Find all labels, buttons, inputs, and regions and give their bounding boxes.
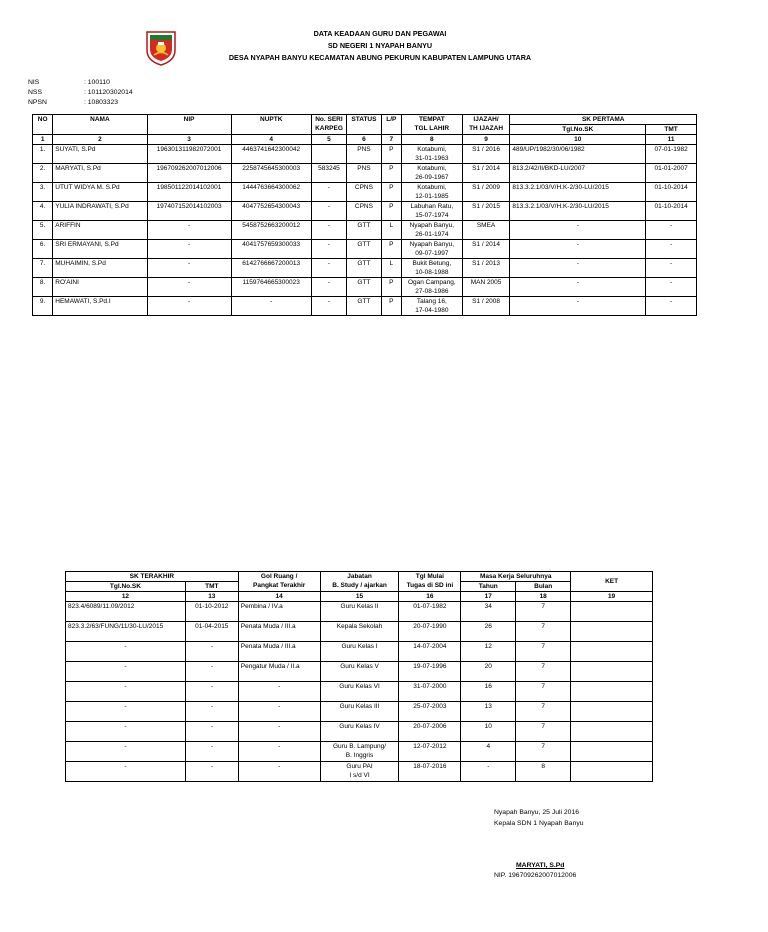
ket-cell: [571, 602, 653, 622]
start-date-cell: 19-07-1996: [399, 662, 461, 682]
ijazah-cell: MAN 2005: [462, 278, 510, 297]
ket-cell: [571, 702, 653, 722]
jabatan-line-2: B. Inggris: [345, 752, 374, 759]
identifier-value: : 101120302014: [84, 89, 133, 96]
karpeg-cell: -: [311, 240, 346, 259]
tmt-cell: 01-10-2014: [646, 202, 697, 221]
nip-cell: -: [147, 259, 231, 278]
sk-pertama-cell: -: [510, 297, 646, 316]
school-identifiers: [28, 78, 133, 108]
birth-cell: [401, 145, 462, 164]
column-number: 14: [238, 592, 320, 602]
start-date-cell: 12-07-2012: [399, 742, 461, 762]
status-cell: CPNS: [347, 202, 381, 221]
nip-cell: -: [147, 297, 231, 316]
sk-pertama-cell: 489/UP/1982/30/06/1982: [510, 145, 646, 164]
birth-place: Talang 16,: [416, 298, 447, 305]
nip-cell: -: [147, 221, 231, 240]
regency-logo-icon: [144, 28, 178, 66]
birth-cell: [401, 278, 462, 297]
table-row: [66, 622, 653, 642]
ijazah-cell: S1 / 2009: [462, 183, 510, 202]
teacher-table: [32, 114, 697, 316]
sk-pertama-cell: -: [510, 278, 646, 297]
jabatan-line-1: Guru Kelas II: [340, 603, 379, 610]
col-masa-kerja: Masa Kerja Seluruhnya: [461, 572, 571, 582]
status-cell: PNS: [347, 164, 381, 183]
gender-cell: P: [381, 297, 401, 316]
table-row: [66, 702, 653, 722]
years-cell: 12: [461, 642, 516, 662]
ijazah-cell: SMEA: [462, 221, 510, 240]
sk-terakhir-cell: -: [66, 762, 186, 782]
ijazah-cell: S1 / 2014: [462, 164, 510, 183]
birth-place: Nyapah Banyu,: [409, 222, 455, 229]
months-cell: 7: [516, 682, 571, 702]
tmt-cell: -: [185, 662, 238, 682]
nuptk-cell: 6142766667200013: [231, 259, 311, 278]
nuptk-cell: 5458752663200012: [231, 221, 311, 240]
row-no: 3.: [33, 183, 53, 202]
jabatan-line-1: Guru Kelas IV: [339, 723, 380, 730]
sk-terakhir-cell: 823.3.2/63/FUNG/11/30-LU/2015: [66, 622, 186, 642]
status-cell: GTT: [347, 221, 381, 240]
column-number: 7: [381, 135, 401, 145]
sk-terakhir-cell: -: [66, 722, 186, 742]
table-row: [33, 145, 697, 164]
months-cell: 8: [516, 762, 571, 782]
gol-cell: -: [238, 682, 320, 702]
col-bulan: Bulan: [516, 582, 571, 592]
sk-terakhir-cell: -: [66, 642, 186, 662]
months-cell: 7: [516, 642, 571, 662]
karpeg-cell: -: [311, 202, 346, 221]
birth-date: 17-04-1980: [415, 307, 449, 314]
column-number: 1: [33, 135, 53, 145]
status-cell: PNS: [347, 145, 381, 164]
table-row: [33, 183, 697, 202]
jabatan-line-1: Guru Kelas III: [339, 703, 380, 710]
karpeg-cell: -: [311, 221, 346, 240]
jabatan-cell: [320, 602, 399, 622]
birth-cell: [401, 183, 462, 202]
name-cell: HEMAWATI, S.Pd.I: [53, 297, 147, 316]
col-sk-terakhir: SK TERAKHIR: [66, 572, 239, 582]
col-karpeg: No. SERI KARPEG: [311, 115, 346, 135]
column-numbers: [33, 135, 697, 145]
birth-place: Kotabumi,: [417, 146, 447, 153]
start-date-cell: 01-07-1982: [399, 602, 461, 622]
years-cell: -: [461, 762, 516, 782]
column-number: 4: [231, 135, 311, 145]
start-date-cell: 31-07-2000: [399, 682, 461, 702]
gol-cell: -: [238, 702, 320, 722]
karpeg-cell: -: [311, 278, 346, 297]
ket-cell: [571, 762, 653, 782]
gol-cell: Penata Muda / III.a: [238, 642, 320, 662]
tmt-cell: -: [185, 762, 238, 782]
karpeg-cell: [311, 145, 346, 164]
birth-date: 31-01-1963: [415, 155, 449, 162]
years-cell: 20: [461, 662, 516, 682]
birth-cell: [401, 202, 462, 221]
birth-place: Bukit Betung,: [412, 260, 452, 267]
sign-name: MARYATI, S.Pd: [516, 862, 565, 869]
row-no: 8.: [33, 278, 53, 297]
sk-pertama-cell: 813.2/42/II/BKD-LU/2007: [510, 164, 646, 183]
col-lp: L/P: [381, 115, 401, 135]
start-date-cell: 14-07-2004: [399, 642, 461, 662]
jabatan-line-1: Kepala Sekolah: [336, 623, 383, 630]
col-sk-pertama: SK PERTAMA: [510, 115, 697, 125]
table-row: [33, 278, 697, 297]
gol-cell: Pembina / IV.a: [238, 602, 320, 622]
col-sk-terakhir-tmt: TMT: [185, 582, 238, 592]
sk-terakhir-cell: -: [66, 682, 186, 702]
months-cell: 7: [516, 722, 571, 742]
tmt-cell: 01-04-2015: [185, 622, 238, 642]
months-cell: 7: [516, 602, 571, 622]
identifier-value: : 10803323: [84, 99, 119, 106]
name-cell: SRI ERMAYANI, S.Pd: [53, 240, 147, 259]
ijazah-cell: S1 / 2016: [462, 145, 510, 164]
col-ket: KET: [571, 572, 653, 592]
birth-date: 10-08-1988: [415, 269, 449, 276]
status-cell: GTT: [347, 240, 381, 259]
ket-cell: [571, 662, 653, 682]
column-number: 19: [571, 592, 653, 602]
gender-cell: P: [381, 202, 401, 221]
sk-terakhir-cell: 823.4/6089/11.09/2012: [66, 602, 186, 622]
column-number: 9: [462, 135, 510, 145]
tmt-cell: 01-01-2007: [646, 164, 697, 183]
row-no: 9.: [33, 297, 53, 316]
nip-cell: 196301311982072001: [147, 145, 231, 164]
table-row: [66, 722, 653, 742]
years-cell: 16: [461, 682, 516, 702]
ijazah-cell: S1 / 2014: [462, 240, 510, 259]
jabatan-cell: [320, 702, 399, 722]
tmt-cell: -: [185, 642, 238, 662]
column-number: 10: [510, 135, 646, 145]
row-no: 6.: [33, 240, 53, 259]
column-number: 12: [66, 592, 186, 602]
row-no: 4.: [33, 202, 53, 221]
jabatan-line-2: I s/d VI: [349, 772, 370, 779]
gender-cell: P: [381, 145, 401, 164]
table-row: [33, 259, 697, 278]
tmt-cell: -: [185, 682, 238, 702]
jabatan-line-1: Guru Kelas VI: [339, 683, 380, 690]
jabatan-cell: [320, 642, 399, 662]
table-row: [33, 297, 697, 316]
nuptk-cell: 1159764665300023: [231, 278, 311, 297]
identifier-row: [28, 88, 133, 98]
jabatan-cell: [320, 742, 399, 762]
status-cell: GTT: [347, 259, 381, 278]
table-row: [66, 682, 653, 702]
start-date-cell: 20-07-1990: [399, 622, 461, 642]
name-cell: UTUT WIDYA M. S.Pd: [53, 183, 147, 202]
doc-title-3: DESA NYAPAH BANYU KECAMATAN ABUNG PEKURUN KABUPATEN LAMPUNG UTARA: [228, 53, 532, 62]
identifier-label: NSS: [28, 89, 42, 96]
sk-pertama-cell: 813.3.2.1/03/V/H.K-2/30-LU/2015: [510, 183, 646, 202]
tmt-cell: 01-10-2014: [646, 183, 697, 202]
name-cell: SUYATI, S.Pd: [53, 145, 147, 164]
jabatan-line-1: Guru PAI: [346, 763, 373, 770]
ket-cell: [571, 682, 653, 702]
table-row: [66, 662, 653, 682]
name-cell: RO'AINI: [53, 278, 147, 297]
ijazah-cell: S1 / 2008: [462, 297, 510, 316]
jabatan-cell: [320, 622, 399, 642]
sign-place-date: Nyapah Banyu, 25 Juli 2016: [494, 809, 580, 816]
gol-cell: -: [238, 722, 320, 742]
row-no: 2.: [33, 164, 53, 183]
table-row: [33, 240, 697, 259]
name-cell: MARYATI, S.Pd: [53, 164, 147, 183]
identifier-row: [28, 78, 133, 88]
birth-cell: [401, 164, 462, 183]
tmt-cell: -: [185, 742, 238, 762]
sk-pertama-cell: -: [510, 221, 646, 240]
table-row: [66, 602, 653, 622]
column-number: 8: [401, 135, 462, 145]
karpeg-cell: -: [311, 183, 346, 202]
sk-pertama-cell: -: [510, 259, 646, 278]
nip-cell: 197407152014102003: [147, 202, 231, 221]
jabatan-cell: [320, 662, 399, 682]
identifier-row: [28, 98, 133, 108]
nuptk-cell: 4041757659300033: [231, 240, 311, 259]
row-no: 7.: [33, 259, 53, 278]
gol-cell: -: [238, 762, 320, 782]
gender-cell: P: [381, 278, 401, 297]
tmt-cell: -: [185, 702, 238, 722]
tmt-cell: 01-10-2012: [185, 602, 238, 622]
months-cell: 7: [516, 742, 571, 762]
col-sk-terakhir-no: Tgl.No.SK: [66, 582, 186, 592]
column-number: 18: [516, 592, 571, 602]
doc-title-1: DATA KEADAAN GURU DAN PEGAWAI: [313, 29, 447, 38]
nuptk-cell: 1444763664300062: [231, 183, 311, 202]
nip-cell: -: [147, 278, 231, 297]
years-cell: 26: [461, 622, 516, 642]
months-cell: 7: [516, 702, 571, 722]
gender-cell: P: [381, 164, 401, 183]
years-cell: 10: [461, 722, 516, 742]
birth-cell: [401, 221, 462, 240]
row-no: 1.: [33, 145, 53, 164]
column-number: 13: [185, 592, 238, 602]
karpeg-cell: 583245: [311, 164, 346, 183]
nuptk-cell: 4047752654300043: [231, 202, 311, 221]
col-tahun: Tahun: [461, 582, 516, 592]
col-status: STATUS: [347, 115, 381, 135]
sign-position: Kepala SDN 1 Nyapah Banyu: [494, 820, 584, 827]
birth-date: 09-07-1997: [415, 250, 449, 257]
sk-terakhir-cell: -: [66, 742, 186, 762]
tmt-cell: -: [646, 221, 697, 240]
column-number: 11: [646, 135, 697, 145]
column-number: 16: [399, 592, 461, 602]
tmt-cell: -: [646, 297, 697, 316]
gender-cell: L: [381, 221, 401, 240]
karpeg-cell: -: [311, 297, 346, 316]
months-cell: 7: [516, 662, 571, 682]
table-row: [66, 642, 653, 662]
jabatan-cell: [320, 682, 399, 702]
jabatan-line-1: Guru Kelas I: [341, 643, 378, 650]
nip-cell: 198501122014102001: [147, 183, 231, 202]
jabatan-cell: [320, 762, 399, 782]
months-cell: 7: [516, 622, 571, 642]
ijazah-cell: S1 / 2015: [462, 202, 510, 221]
identifier-label: NPSN: [28, 99, 47, 106]
birth-cell: [401, 259, 462, 278]
col-no: NO: [33, 115, 53, 135]
gender-cell: L: [381, 259, 401, 278]
birth-place: Kotabumi,: [417, 184, 447, 191]
sign-nip: NIP. 196709262007012006: [494, 872, 577, 879]
nuptk-cell: 2258745645300003: [231, 164, 311, 183]
col-nuptk: NUPTK: [231, 115, 311, 135]
tmt-cell: -: [646, 259, 697, 278]
column-number: 6: [347, 135, 381, 145]
tmt-cell: 07-01-1982: [646, 145, 697, 164]
start-date-cell: 18-07-2016: [399, 762, 461, 782]
career-table: [65, 571, 653, 782]
nuptk-cell: -: [231, 297, 311, 316]
birth-cell: [401, 240, 462, 259]
ket-cell: [571, 742, 653, 762]
status-cell: GTT: [347, 297, 381, 316]
sk-terakhir-cell: -: [66, 662, 186, 682]
jabatan-cell: [320, 722, 399, 742]
doc-title-2: SD NEGERI 1 NYAPAH BANYU: [327, 41, 433, 50]
start-date-cell: 25-07-2003: [399, 702, 461, 722]
col-ijazah: IJAZAH/ TH IJAZAH: [462, 115, 510, 135]
tmt-cell: -: [646, 278, 697, 297]
table-row: [33, 221, 697, 240]
sk-terakhir-cell: -: [66, 702, 186, 722]
col-nip: NIP: [147, 115, 231, 135]
nip-cell: -: [147, 240, 231, 259]
column-numbers: [66, 592, 653, 602]
tmt-cell: -: [646, 240, 697, 259]
name-cell: ARIFFIN: [53, 221, 147, 240]
sk-pertama-cell: -: [510, 240, 646, 259]
tmt-cell: -: [185, 722, 238, 742]
row-no: 5.: [33, 221, 53, 240]
ket-cell: [571, 622, 653, 642]
name-cell: YULIA INDRAWATI, S.Pd: [53, 202, 147, 221]
table-row: [66, 742, 653, 762]
column-number: 2: [53, 135, 147, 145]
table-row: [66, 762, 653, 782]
birth-date: 12-01-1985: [415, 193, 449, 200]
gender-cell: P: [381, 183, 401, 202]
years-cell: 4: [461, 742, 516, 762]
gender-cell: P: [381, 240, 401, 259]
col-gol: Gol Ruang / Pangkat Terakhir: [238, 572, 320, 592]
identifier-label: NIS: [28, 79, 40, 86]
birth-date: 15-07-1974: [415, 212, 449, 219]
birth-place: Nyapah Banyu,: [409, 241, 455, 248]
ijazah-cell: S1 / 2013: [462, 259, 510, 278]
jabatan-line-1: Guru Kelas V: [340, 663, 379, 670]
identifier-value: : 100110: [84, 79, 110, 86]
sk-pertama-cell: 813.3.2.1/03/V/H.K-2/30-LU/2015: [510, 202, 646, 221]
status-cell: CPNS: [347, 183, 381, 202]
status-cell: GTT: [347, 278, 381, 297]
column-number: 15: [320, 592, 399, 602]
birth-place: Kotabumi,: [417, 165, 447, 172]
birth-date: 26-09-1967: [415, 174, 449, 181]
birth-place: Ogan Campang,: [407, 279, 456, 286]
birth-date: 27-08-1986: [415, 288, 449, 295]
gol-cell: Pengatur Muda / II.a: [238, 662, 320, 682]
name-cell: MUHAIMIN, S.Pd: [53, 259, 147, 278]
col-sk-pertama-no: Tgl.No.SK: [510, 125, 646, 135]
karpeg-cell: -: [311, 259, 346, 278]
birth-place: Labuhan Ratu,: [410, 203, 454, 210]
years-cell: 13: [461, 702, 516, 722]
gol-cell: -: [238, 742, 320, 762]
col-sk-pertama-tmt: TMT: [646, 125, 697, 135]
birth-date: 26-01-1974: [415, 231, 449, 238]
column-number: 17: [461, 592, 516, 602]
column-number: 3: [147, 135, 231, 145]
table-row: [33, 202, 697, 221]
nip-cell: 196709262007012006: [147, 164, 231, 183]
col-ttl: TEMPAT TGL LAHIR: [401, 115, 462, 135]
birth-cell: [401, 297, 462, 316]
col-nama: NAMA: [53, 115, 147, 135]
gol-cell: Penata Muda / III.a: [238, 622, 320, 642]
col-tgl-mulai: Tgl Mulai Tugas di SD ini: [399, 572, 461, 592]
column-number: 5: [311, 135, 346, 145]
years-cell: 34: [461, 602, 516, 622]
col-jabatan: Jabatan B. Study / ajarkan: [320, 572, 399, 592]
table-row: [33, 164, 697, 183]
start-date-cell: 20-07-2006: [399, 722, 461, 742]
ket-cell: [571, 722, 653, 742]
ket-cell: [571, 642, 653, 662]
nuptk-cell: 4463741642300042: [231, 145, 311, 164]
jabatan-line-1: Guru B. Lampung/: [332, 743, 387, 750]
